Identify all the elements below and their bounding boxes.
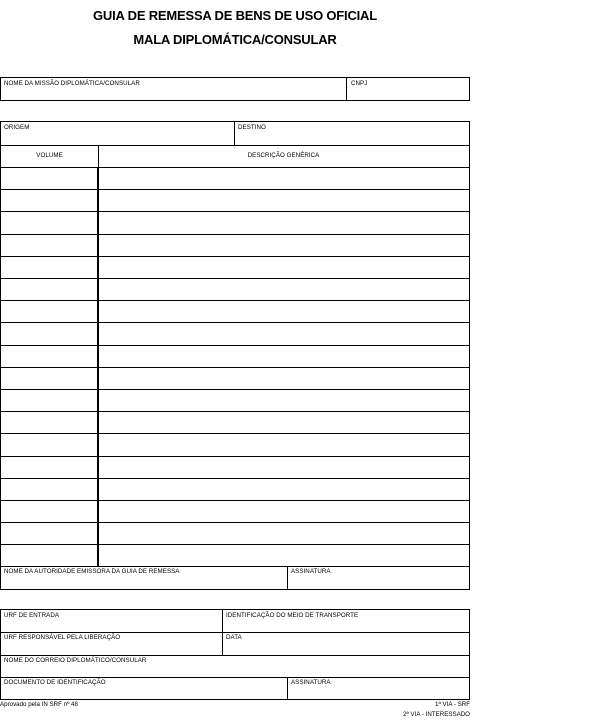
form-title-line2: MALA DIPLOMÁTICA/CONSULAR [133, 32, 337, 47]
description-cell[interactable] [98, 545, 469, 566]
mission-section [0, 77, 470, 101]
id-document-label: DOCUMENTO DE IDENTIFICAÇÃO [4, 679, 106, 686]
volume-header: VOLUME [36, 152, 63, 159]
volume-cell[interactable] [1, 390, 98, 411]
goods-row [1, 411, 469, 433]
goods-row [1, 300, 469, 322]
origin-destination-divider [234, 122, 235, 145]
goods-row [1, 456, 469, 478]
description-cell[interactable] [98, 212, 469, 233]
volume-cell[interactable] [1, 257, 98, 278]
volume-cell[interactable] [1, 501, 98, 522]
form-title-line1: GUIA DE REMESSA DE BENS DE USO OFICIAL [93, 8, 377, 23]
approval-note: Aprovado pela IN SRF nº 48 [0, 701, 78, 708]
goods-row [1, 522, 469, 544]
authority-signature-label: ASSINATURA [291, 568, 331, 575]
description-cell[interactable] [98, 412, 469, 433]
description-cell[interactable] [98, 479, 469, 500]
description-cell[interactable] [98, 457, 469, 478]
goods-row [1, 278, 469, 300]
volume-cell[interactable] [1, 346, 98, 367]
origin-label: ORIGEM [4, 124, 30, 131]
description-cell[interactable] [98, 235, 469, 256]
volume-cell[interactable] [1, 412, 98, 433]
volume-cell[interactable] [1, 212, 98, 233]
volume-cell[interactable] [1, 168, 98, 189]
volume-cell[interactable] [1, 457, 98, 478]
goods-row [1, 167, 469, 189]
courier-signature-label: ASSINATURA [291, 679, 331, 686]
mission-cnpj-divider [346, 78, 347, 100]
goods-row [1, 345, 469, 367]
goods-row [1, 256, 469, 278]
authority-signature-divider [287, 566, 288, 589]
description-cell[interactable] [98, 168, 469, 189]
description-cell[interactable] [98, 390, 469, 411]
description-cell[interactable] [98, 279, 469, 300]
goods-section [0, 121, 470, 590]
description-cell[interactable] [98, 523, 469, 544]
date-label: DATA [226, 634, 242, 641]
urf-entry-label: URF DE ENTRADA [4, 612, 60, 619]
description-cell[interactable] [98, 323, 469, 344]
description-cell[interactable] [98, 501, 469, 522]
volume-cell[interactable] [1, 368, 98, 389]
goods-row [1, 234, 469, 256]
description-cell[interactable] [98, 190, 469, 211]
description-cell[interactable] [98, 301, 469, 322]
goods-row [1, 389, 469, 411]
description-cell[interactable] [98, 257, 469, 278]
goods-row [1, 478, 469, 500]
document-signature-divider [287, 677, 288, 699]
description-cell[interactable] [98, 368, 469, 389]
transport-row-2-top [1, 632, 469, 633]
header-row-top [1, 145, 469, 146]
volume-cell[interactable] [1, 190, 98, 211]
transport-section [0, 609, 470, 700]
goods-row [1, 211, 469, 233]
description-header: DESCRIÇÃO GENÉRICA [247, 152, 320, 159]
transport-row-4-top [1, 677, 469, 678]
goods-row [1, 500, 469, 522]
goods-row [1, 433, 469, 455]
courier-name-label: NOME DO CORREIO DIPLOMÁTICO/CONSULAR [4, 657, 147, 664]
copy-2-note: 2ª VIA - INTERESSADO [403, 711, 470, 718]
goods-row [1, 189, 469, 211]
goods-row [1, 322, 469, 344]
volume-cell[interactable] [1, 323, 98, 344]
description-cell[interactable] [98, 434, 469, 455]
volume-cell[interactable] [1, 279, 98, 300]
description-cell[interactable] [98, 346, 469, 367]
transport-row-3-top [1, 655, 469, 656]
volume-cell[interactable] [1, 434, 98, 455]
goods-row [1, 544, 469, 566]
transport-id-label: IDENTIFICAÇÃO DO MEIO DE TRANSPORTE [226, 612, 359, 619]
volume-cell[interactable] [1, 545, 98, 566]
destination-label: DESTINO [238, 124, 266, 131]
goods-row [1, 367, 469, 389]
volume-cell[interactable] [1, 479, 98, 500]
mission-name-label: NOME DA MISSÃO DIPLOMÁTICA/CONSULAR [4, 80, 140, 87]
cnpj-label: CNPJ [351, 80, 368, 87]
authority-label: NOME DA AUTORIDADE EMISSORA DA GUIA DE REMESSA [4, 568, 180, 575]
urf-release-label: URF RESPONSÁVEL PELA LIBERAÇÃO [4, 634, 121, 641]
authority-row-top [1, 566, 469, 567]
volume-cell[interactable] [1, 235, 98, 256]
volume-cell[interactable] [1, 523, 98, 544]
volume-cell[interactable] [1, 301, 98, 322]
copy-1-note: 1ª VIA - SRF [435, 701, 470, 708]
